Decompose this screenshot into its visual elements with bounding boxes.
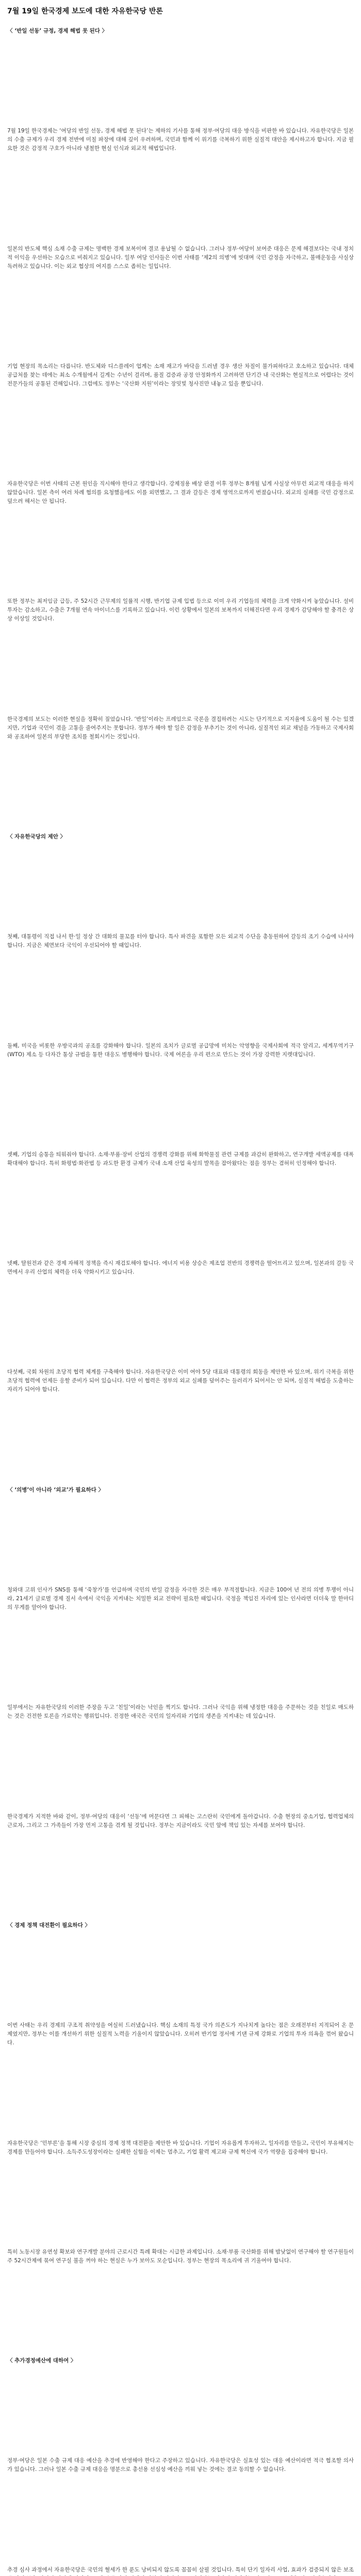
body-paragraph: 또한 정부는 최저임금 급등, 주 52시간 근무제의 일률적 시행, 반기업 규제 입법 등으로 이미 우리 기업들의 체력을 크게 약화시켜 놓았습니다. 설비투자는 감소하고, 수출은 7개월 연속 마이너스를 기록하고 있습니다. 이런 상황에서 일본의 보복까지 더해진다면 우리 경제가 감당해야 할 충격은 상상 이상일 것입니다. <box>7 598 354 622</box>
section-heading: 〈 ‘의병’이 아니라 ‘외교’가 필요하다 〉 <box>7 1487 104 1493</box>
body-paragraph: 이번 사태는 우리 경제의 구조적 취약성을 여실히 드러냈습니다. 핵심 소재의 특정 국가 의존도가 지나치게 높다는 점은 오래전부터 지적되어 온 문제였지만, 정부는 이를 개선하기 위한 실질적 노력을 기울이지 않았습니다. 오히려 반기업 정서에 기댄 규제 강화로 기업의 투자 의욕을 꺾어 왔습니다. <box>7 2022 354 2046</box>
body-paragraph: 일부에서는 자유한국당의 이러한 주장을 두고 ‘친일’이라는 낙인을 찍기도 합니다. 그러나 국익을 위해 냉정한 대응을 주문하는 것을 친일로 매도하는 것은 건전한 토론을 가로막는 행위입니다. 진정한 애국은 국민의 일자리와 기업의 생존을 지켜내는 데 있습니다. <box>7 1704 354 1719</box>
section-heading: 〈 추가경정예산에 대하여 〉 <box>7 2358 76 2364</box>
body-paragraph: 특히 노동시장 유연성 확보와 연구개발 분야의 근로시간 특례 확대는 시급한 과제입니다. 소재·부품 국산화를 위해 밤낮없이 연구해야 할 연구원들이 주 52시간제에 묶여 연구실 불을 꺼야 하는 현실은 누가 보아도 모순입니다. 정부는 현장의 목소리에 귀 기울여야 합니다. <box>7 2249 354 2264</box>
body-paragraph: 자유한국당은 ‘민부론’을 통해 시장 중심의 경제 정책 대전환을 제안한 바 있습니다. 기업이 자유롭게 투자하고, 일자리를 만들고, 국민이 부유해지는 경제를 만들어야 합니다. 소득주도성장이라는 실패한 실험을 이제는 멈추고, 기업 활력 제고와 규제 혁신에 국가 역량을 집중해야 합니다. <box>7 2140 354 2155</box>
body-paragraph: 둘째, 미국을 비롯한 우방국과의 공조를 강화해야 합니다. 일본의 조치가 글로벌 공급망에 미치는 악영향을 국제사회에 적극 알리고, 세계무역기구(WTO) 제소 등 다자간 통상 규범을 통한 대응도 병행해야 합니다. 국제 여론을 우리 편으로 만드는 것이 가장 강력한 지렛대입니다. <box>7 1043 354 1058</box>
body-paragraph: 넷째, 탈원전과 같은 경제 자해적 정책을 즉시 재검토해야 합니다. 에너지 비용 상승은 제조업 전반의 경쟁력을 떨어뜨리고 있으며, 일본과의 갈등 국면에서 우리 산업의 체력을 더욱 약화시키고 있습니다. <box>7 1260 354 1275</box>
body-paragraph: 기업 현장의 목소리는 다릅니다. 반도체와 디스플레이 업계는 소재 재고가 바닥을 드러낼 경우 생산 차질이 불가피하다고 호소하고 있습니다. 대체 공급처를 찾는 데에는 최소 수개월에서 길게는 수년이 걸리며, 품질 검증과 공정 안정화까지 고려하면 단기간 내 국산화는 현실적으로 어렵다는 것이 전문가들의 공통된 견해입니다. 그럼에도 정부는 ‘국산화 지원’이라는 장밋빛 청사진만 내놓고 있을 뿐입니다. <box>7 363 354 387</box>
body-paragraph: 청와대 고위 인사가 SNS를 통해 ‘죽창가’를 언급하며 국민의 반일 감정을 자극한 것은 매우 부적절합니다. 지금은 100여 년 전의 의병 투쟁이 아니라, 21세기 글로벌 경제 질서 속에서 국익을 지켜내는 치밀한 외교 전략이 필요한 때입니다. 국정을 책임진 자리에 있는 인사라면 더더욱 말 한마디의 무게를 알아야 합니다. <box>7 1587 354 1611</box>
body-paragraph: 한국경제의 보도는 이러한 현실을 정확히 짚었습니다. ‘반일’이라는 프레임으로 국론을 결집하려는 시도는 단기적으로 지지율에 도움이 될 수는 있겠지만, 기업과 국민이 겪을 고통을 줄여주지는 못합니다. 정부가 해야 할 일은 감정을 부추기는 것이 아니라, 실질적인 외교 채널을 가동하고 국제사회와 공조하여 일본의 부당한 조치를 철회시키는 것입니다. <box>7 716 354 740</box>
body-paragraph: 일본의 반도체 핵심 소재 수출 규제는 명백한 경제 보복이며 결코 용납될 수 없습니다. 그러나 정부·여당이 보여준 대응은 문제 해결보다는 국내 정치적 이익을 우선하는 모습으로 비춰지고 있습니다. 일부 여당 인사들은 이번 사태를 ‘제2의 의병’에 빗대며 국민 감정을 자극하고, 불매운동을 사실상 독려하고 있습니다. 이는 외교 협상의 여지를 스스로 좁히는 일입니다. <box>7 246 354 269</box>
body-paragraph: 한국경제가 지적한 바와 같이, 정부·여당의 대응이 ‘선동’에 머문다면 그 피해는 고스란히 국민에게 돌아갑니다. 수출 현장의 중소기업, 협력업체의 근로자, 그리고 그 가족들이 가장 먼저 고통을 겪게 될 것입니다. 정부는 지금이라도 국민 앞에 책임 있는 자세를 보여야 합니다. <box>7 1814 354 1828</box>
body-paragraph: 첫째, 대통령이 직접 나서 한·일 정상 간 대화의 물꼬를 터야 합니다. 특사 파견을 포함한 모든 외교적 수단을 총동원하여 갈등의 조기 수습에 나서야 합니다. 지금은 체면보다 국익이 우선되어야 할 때입니다. <box>7 934 354 948</box>
section-heading: 〈 자유한국당의 제안 〉 <box>7 834 66 840</box>
body-paragraph: 정부·여당은 일본 수출 규제 대응 예산을 추경에 반영해야 한다고 주장하고 있습니다. 자유한국당은 실효성 있는 대응 예산이라면 적극 협조할 의사가 있습니다. 그러나 일본 수출 규제 대응을 명분으로 총선용 선심성 예산을 끼워 넣는 것에는 결코 동의할 수 없습니다. <box>7 2458 354 2472</box>
body-paragraph: 자유한국당은 이번 사태의 근본 원인을 직시해야 한다고 생각합니다. 강제징용 배상 판결 이후 정부는 8개월 넘게 사실상 아무런 외교적 대응을 하지 않았습니다. 일본 측이 여러 차례 협의를 요청했음에도 이를 외면했고, 그 결과 갈등은 경제 영역으로까지 번졌습니다. 외교의 실패를 국민 감정으로 덮으려 해서는 안 됩니다. <box>7 481 354 504</box>
body-paragraph: 셋째, 기업의 숨통을 틔워줘야 합니다. 소재·부품·장비 산업의 경쟁력 강화를 위해 화학물질 관련 규제를 과감히 완화하고, 연구개발 세액공제를 대폭 확대해야 합니다. 특히 화평법·화관법 등 과도한 환경 규제가 국내 소재 산업 육성의 발목을 잡아왔다는 점을 정부는 겸허히 인정해야 합니다. <box>7 1151 354 1166</box>
body-paragraph: 다섯째, 국회 차원의 초당적 협력 체계를 구축해야 합니다. 자유한국당은 이미 여야 5당 대표와 대통령의 회동을 제안한 바 있으며, 위기 극복을 위한 초당적 협력에 언제든 응할 준비가 되어 있습니다. 다만 이 협력은 정부의 외교 실패를 덮어주는 들러리가 되어서는 안 되며, 실질적 해법을 도출하는 자리가 되어야 합니다. <box>7 1369 354 1393</box>
document-title: 7월 19일 한국경제 보도에 대한 자유한국당 반론 <box>7 7 163 15</box>
body-paragraph: 7월 19일 한국경제는 ‘여당의 반일 선동, 경제 해법 못 된다’는 제하의 기사를 통해 정부·여당의 대응 방식을 비판한 바 있습니다. 자유한국당은 일본의 수출 규제가 우리 경제 전반에 미칠 파장에 대해 깊이 우려하며, 국민과 함께 이 위기를 극복하기 위한 실질적 대안을 제시하고자 합니다. 지금 필요한 것은 감정적 구호가 아니라 냉철한 현실 인식과 외교적 해법입니다. <box>7 128 354 151</box>
section-heading: 〈 경제 정책 대전환이 필요하다 〉 <box>7 1922 90 1928</box>
section-heading: 〈 ‘반일 선동’ 규정, 경제 해법 못 된다 〉 <box>7 28 108 34</box>
body-paragraph: 추경 심사 과정에서 자유한국당은 국민의 혈세가 한 푼도 낭비되지 않도록 꼼꼼히 살필 것입니다. 특히 단기 일자리 사업, 효과가 검증되지 않은 보조 <box>7 2567 354 2573</box>
